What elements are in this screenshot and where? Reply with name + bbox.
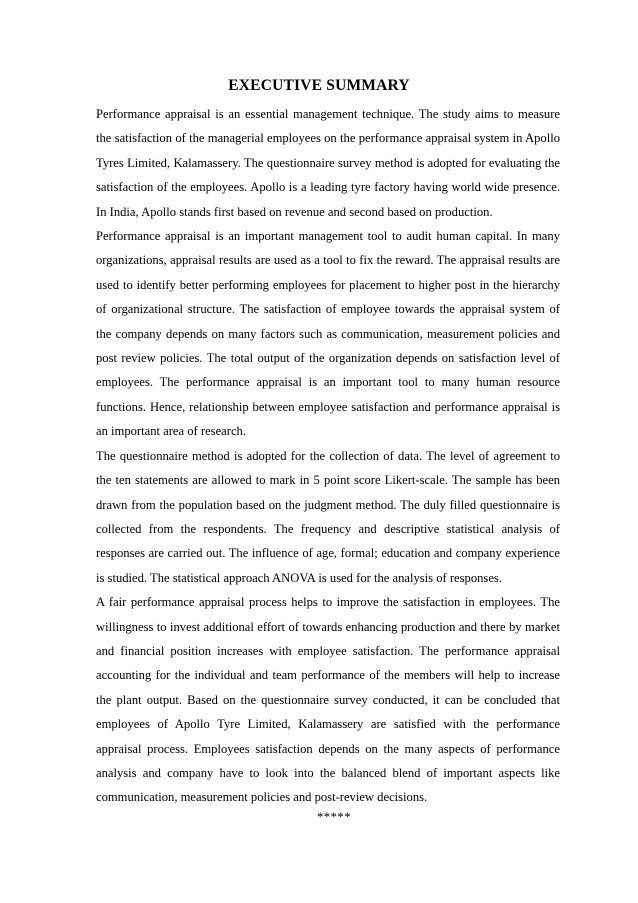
paragraph-introduction: Performance appraisal is an essential management technique. The study aims to measure the satisfaction of the managerial employees on the performance appraisal system in Apollo Tyres Limited, Kalamassery. The questionnaire survey method is adopted for evaluating the satisfaction of the employees. Apollo is a leading tyre factory having world wide presence. In India, Apollo stands first based on revenue and second based on production. (96, 107, 560, 219)
paragraph-conclusion: A fair performance appraisal process helps to improve the satisfaction in employees. The willingness to invest additional effort of towards enhancing production and there by market and financial position increases with employee satisfaction. The performance appraisal accounting for the individual and team performance of the members will help to increase the plant output. Based on the questionnaire survey conducted, it can be concluded that employees of Apollo Tyre Limited, Kalamassery are satisfied with the performance appraisal process. Employees satisfaction depends on the many aspects of performance analysis and company have to look into the balanced blend of important aspects like communication, measurement policies and post-review decisions. (96, 595, 560, 805)
paragraph-importance: Performance appraisal is an important management tool to audit human capital. In many organizations, appraisal results are used as a tool to fix the reward. The appraisal results are used to identify better performing employees for placement to higher post in the hierarchy of organizational structure. The satisfaction of employee towards the appraisal system of the company depends on many factors such as communication, measurement policies and post review policies. The total output of the organization depends on satisfaction level of employees. The performance appraisal is an important tool to many human resource functions. Hence, relationship between employee satisfaction and performance appraisal is an important area of research. (96, 229, 560, 439)
summary-body (96, 102, 560, 825)
paragraph-methodology: The questionnaire method is adopted for the collection of data. The level of agreement to the ten statements are allowed to mark in 5 point score Likert-scale. The sample has been drawn from the population based on the judgment method. The duly filled questionnaire is collected from the respondents. The frequency and descriptive statistical analysis of responses are carried out. The influence of age, formal; education and company experience is studied. The statistical approach ANOVA is used for the analysis of responses. (96, 448, 560, 585)
page-title: EXECUTIVE SUMMARY (228, 77, 410, 94)
end-of-section-marker: ***** (317, 809, 351, 824)
